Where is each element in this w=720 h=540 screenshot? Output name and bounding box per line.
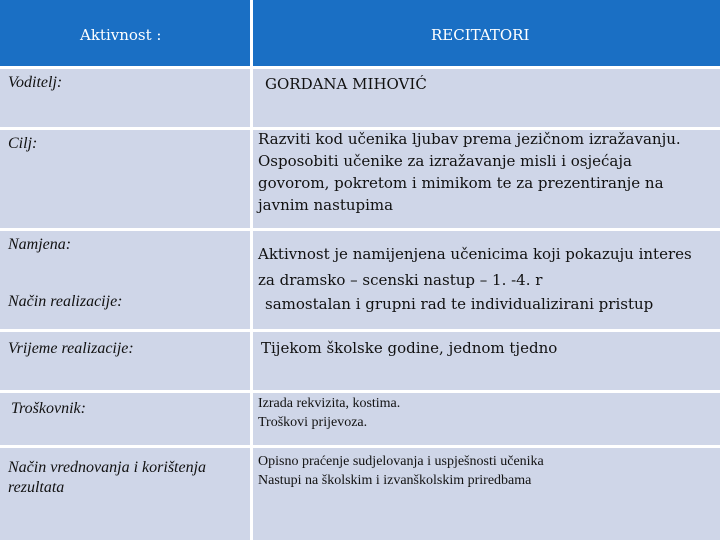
cilj-label: Cilj: bbox=[8, 135, 38, 152]
header-right-cell bbox=[253, 0, 720, 66]
namjena-line: za dramsko – scenski nastup – 1. -4. r bbox=[258, 271, 543, 289]
voditelj-label: Voditelj: bbox=[8, 74, 63, 91]
row-vrijeme-value-cell bbox=[253, 332, 720, 390]
voditelj-value: GORDANA MIHOVIĆ bbox=[265, 75, 427, 93]
vrednovanje-label-line: rezultata bbox=[8, 479, 65, 496]
namjena-value bbox=[258, 241, 720, 293]
namjena-label: Namjena: bbox=[8, 236, 72, 253]
row-vrijeme-label-cell bbox=[0, 332, 250, 390]
row-namjena-label-cell bbox=[0, 231, 250, 329]
troskovnik-value bbox=[258, 394, 400, 432]
nacin-realizacije-label: Način realizacije: bbox=[8, 293, 123, 310]
vrijeme-value: Tijekom školske godine, jednom tjedno bbox=[261, 339, 558, 357]
row-namjena-value-cell bbox=[253, 231, 720, 329]
header-left-cell bbox=[0, 0, 250, 66]
cilj-line: Osposobiti učenike za izražavanje misli i osjećaja bbox=[258, 152, 632, 170]
troskovnik-label: Troškovnik: bbox=[11, 400, 86, 417]
row-troskovnik-label-cell bbox=[0, 393, 250, 445]
vrijeme-label: Vrijeme realizacije: bbox=[8, 340, 134, 357]
cilj-line: Razviti kod učenika ljubav prema jezičnom izražavanju. bbox=[258, 130, 681, 148]
nacin-realizacije-value: samostalan i grupni rad te individualizirani pristup bbox=[265, 295, 654, 313]
vrednovanje-value bbox=[258, 452, 544, 490]
troskovnik-line: Troškovi prijevoza. bbox=[258, 415, 368, 430]
vrednovanje-label-line: Način vrednovanja i korištenja bbox=[8, 459, 207, 476]
cilj-line: javnim nastupima bbox=[258, 196, 394, 214]
row-troskovnik-value-cell bbox=[253, 393, 720, 445]
header-activity-name: RECITATORI bbox=[431, 26, 530, 44]
vrednovanje-line: Opisno praćenje sudjelovanja i uspješnosti učenika bbox=[258, 454, 544, 469]
cilj-line: govorom, pokretom i mimikom te za prezentiranje na bbox=[258, 174, 664, 192]
troskovnik-line: Izrada rekvizita, kostima. bbox=[258, 396, 401, 411]
header-activity-label: Aktivnost : bbox=[80, 26, 162, 44]
vrednovanje-label bbox=[0, 458, 214, 498]
row-voditelj-label-cell bbox=[0, 69, 250, 127]
cilj-value bbox=[258, 130, 718, 216]
row-cilj-label-cell bbox=[0, 130, 250, 228]
row-vrednovanje-label-cell bbox=[0, 448, 250, 540]
row-vrednovanje-value-cell bbox=[253, 448, 720, 540]
row-cilj-value-cell bbox=[253, 130, 720, 228]
namjena-line: Aktivnost je namijenjena učenicima koji pokazuju interes bbox=[258, 245, 692, 263]
vrednovanje-line: Nastupi na školskim i izvanškolskim priredbama bbox=[258, 473, 532, 488]
row-voditelj-value-cell bbox=[253, 69, 720, 127]
